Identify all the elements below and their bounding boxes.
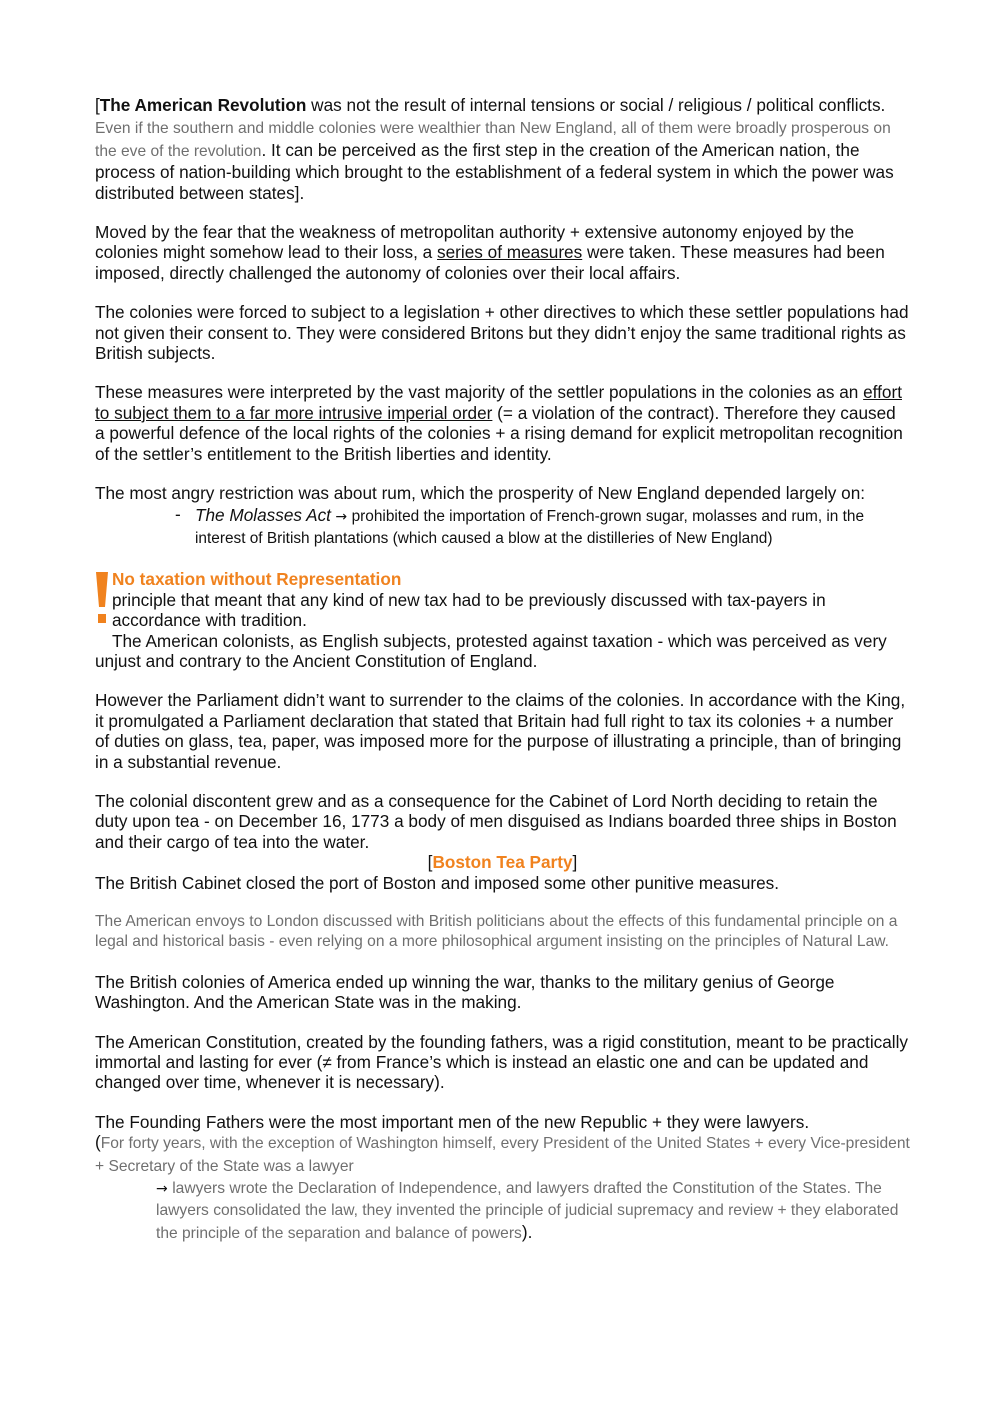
text: Moved by the fear that the weakness of metropolitan authority + extensive autonomy enjoyed by the colonies might somehow lead to their loss, a xyxy=(95,222,855,263)
boston-tea-party-label: [Boston Tea Party] xyxy=(427,852,578,873)
molasses-act-text: prohibited the importation of French-grown sugar, molasses and rum, in the interest of British plantations (which caused a blow at the distilleries of New England) xyxy=(195,507,865,547)
paragraph-measures xyxy=(95,222,910,283)
paragraph-intro xyxy=(95,95,910,203)
bullet-molasses-act xyxy=(95,505,910,550)
arrow-icon: → xyxy=(156,1181,173,1198)
bracket: [ xyxy=(95,95,100,115)
underlined-imperial-order: effort to subject them to a far more intrusive imperial order xyxy=(95,382,902,423)
paragraph-punitive: The British Cabinet closed the port of Boston and imposed some other punitive measures. xyxy=(95,872,780,893)
text: was not the result of internal tensions or social / religious / political conflicts. xyxy=(306,95,886,115)
paragraph-legislation: The colonies were forced to subject to a legislation + other directives to which these settler populations had not given their consent to. They were considered Britons but they didn’t enjoy the same traditional rights as British subjects. xyxy=(95,302,909,364)
underlined-series-of-measures: series of measures xyxy=(437,242,583,263)
paragraph-founding-fathers: The Founding Fathers were the most important men of the new Republic + they were lawyers. xyxy=(95,1111,810,1132)
text: were taken. These measures had been imposed, directly challenged the autonomy of colonies over their local affairs. xyxy=(95,242,885,283)
text: . It can be perceived as the first step in the creation of the American nation, the process of nation-building which brought to the establishment of a federal system in which the power was distributed between states]. xyxy=(95,139,894,203)
text: (= a violation of the contract). Therefore they caused a powerful defence of the local rights of the colonies + a rising demand for explicit metropolitan recognition of the settler’s entitlement to the British liberties and identity. xyxy=(95,402,903,464)
paragraph-discontent: The colonial discontent grew and as a consequence for the Cabinet of Lord North deciding to retain the duty upon tea - on December 16, 1773 a body of men disguised as Indians boarded three ships in Boston and their cargo of tea into the water. xyxy=(95,790,897,852)
molasses-act-title: The Molasses Act xyxy=(195,504,331,525)
paragraph-envoys: The American envoys to London discussed with British politicians about the effects of this fundamental principle on a legal and historical basis - even relying on a more philosophical argument insisting on the principles of Natural Law. xyxy=(95,913,898,951)
exclamation-icon xyxy=(95,569,109,627)
highlight-principle: principle that meant that any kind of new tax had to be previously discussed with tax-payers in accordance with tradition. xyxy=(112,589,826,631)
highlight-heading: No taxation without Representation xyxy=(112,569,402,590)
paragraph-colonists-protest: The American colonists, as English subjects, protested against taxation - which was perceived as very unjust and contrary to the Ancient Constitution of England. xyxy=(95,630,887,671)
highlight-block xyxy=(95,569,910,630)
gray-note: Even if the southern and middle colonies were wealthier than New England, all of them were broadly prosperous on the eve of the revolution xyxy=(95,120,891,160)
paragraph-constitution: The American Constitution, created by the founding fathers, was a rigid constitution, meant to be practically immortal and lasting for ever (≠ from France’s which is instead an elastic one and can be updated and changed over time, whenever it is necessary). xyxy=(95,1031,909,1093)
document-body xyxy=(95,95,910,1244)
arrow-icon: → xyxy=(330,508,352,525)
paragraph-interpretation xyxy=(95,382,910,464)
paragraph-lawyers-detail: → lawyers wrote the Declaration of Independence, and lawyers drafted the Constitution of the States. The lawyers consolidated the law, they invented the principle of judicial supremacy and review + they elaborated the principle of the separation and balance of powers). xyxy=(156,1180,899,1242)
text: These measures were interpreted by the vast majority of the settler populations in the colonies as an xyxy=(95,382,864,403)
bullet-dash: - xyxy=(175,503,181,524)
paragraph-rum: The most angry restriction was about rum, which the prosperity of New England depended largely on: xyxy=(95,483,866,504)
paragraph-lawyers-note: (For forty years, with the exception of Washington himself, every President of the United States + every Vice-president + Secretary of the State was a lawyer xyxy=(95,1132,910,1175)
heading-american-revolution: The American Revolution xyxy=(99,95,307,115)
paragraph-parliament: However the Parliament didn’t want to surrender to the claims of the colonies. In accordance with the King, it promulgated a Parliament declaration that stated that Britain had full right to tax its colonies + a number of duties on glass, tea, paper, was imposed more for the purpose of illustrating a principle, than of bringing in a substantial revenue. xyxy=(95,690,906,772)
paragraph-war: The British colonies of America ended up winning the war, thanks to the military genius of George Washington. And the American State was in the making. xyxy=(95,971,835,1013)
